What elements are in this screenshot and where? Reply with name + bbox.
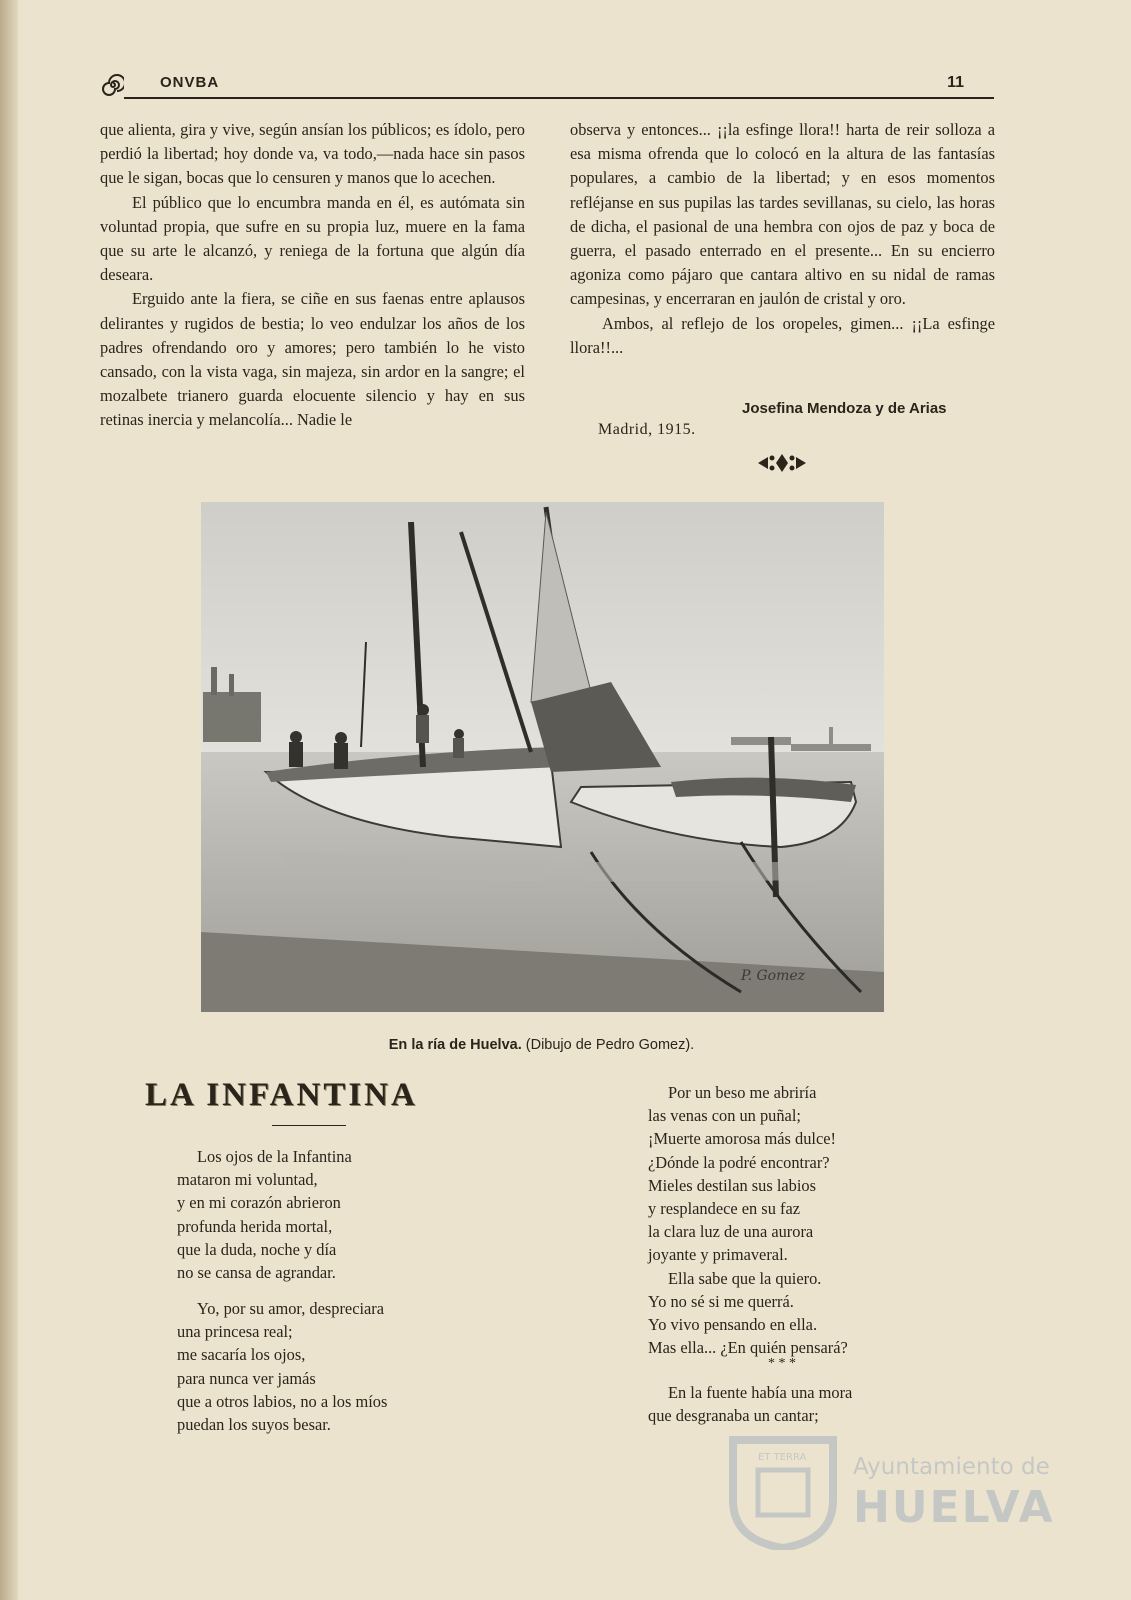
poem-stanza-4: [648, 1381, 852, 1427]
poem-line: las venas con un puñal;: [648, 1106, 801, 1126]
poem-line: En la fuente había una mora: [668, 1383, 853, 1402]
caption-credit: (Dibujo de Pedro Gomez).: [521, 1037, 695, 1053]
page-number: 11: [947, 74, 964, 91]
poem-line: Por un beso me abriría: [668, 1083, 817, 1102]
fleuron-ornament-icon: [758, 452, 806, 474]
poem-line: Yo, por su amor, despreciara: [197, 1299, 385, 1318]
article-paragraph: El público que lo encumbra manda en él, es autómata sin voluntad propia, que sufre en su propia luz, muere en la fama que su arte le alcanzó, y reniega de la fortuna que algún día deseara.: [100, 192, 525, 285]
illustration-caption: [200, 1037, 883, 1053]
spiral-ornament-icon: [102, 74, 124, 96]
poem-line: que a otros labios, no a los míos: [177, 1391, 388, 1411]
page-binding-edge: [0, 0, 18, 1600]
watermark-line1: Ayuntamiento de: [853, 1454, 1050, 1480]
article-paragraph: Ambos, al reflejo de los oropeles, gimen... ¡¡La esfinge llora!!...: [570, 313, 995, 357]
article-right-column: [570, 118, 995, 360]
poem-line: Yo no sé si me querrá.: [648, 1291, 794, 1311]
poem-line: Ella sabe que la quiero.: [668, 1268, 822, 1288]
poem-line: me sacaría los ojos,: [177, 1345, 306, 1365]
article-paragraph: Erguido ante la fiera, se ciñe en sus faenas entre aplausos delirantes y rugidos de bestia; lo veo endulzar los años de los padres ofrendando oro y amores; pero también lo he visto cansado, con la vista vaga, sin majeza, sin ardor en la sangre; el mozalbete trianero guarda elocuente silencio y hay en sus retinas inercia y melancolía... Nadie le: [100, 289, 525, 430]
poem-line: mataron mi voluntad,: [177, 1170, 318, 1190]
poem-line: no se cansa de agrandar.: [177, 1263, 336, 1283]
asterism: * * *: [768, 1356, 796, 1371]
poem-line: y en mi corazón abrieron: [177, 1193, 341, 1213]
article-left-column: [100, 118, 525, 433]
poem-stanza-3: [648, 1081, 848, 1359]
poem-line: para nunca ver jamás: [177, 1368, 316, 1388]
poem-line: Mieles destilan sus labios: [648, 1175, 816, 1195]
page-header: [102, 70, 994, 100]
poem-line: una princesa real;: [177, 1322, 293, 1342]
poem-line: joyante y primaveral.: [648, 1245, 788, 1265]
article-paragraph: observa y entonces... ¡¡la esfinge llora!! harta de reir solloza a esa misma ofrenda que lo colocó en la altura de las fantasías populares, a cambio de la libertad; y en esos momentos refléjanse en sus pupilas las tardes sevillanas, su cielo, las horas de dicha, el pasional de una hembra con ojos de paz y boca de guerra, el pasado enterrado en el presente... En su encierro agoniza como pájaro que cantara altivo en su nidal de ramas campesinas, y encerraran en jaulón de cristal y oro.: [570, 120, 995, 309]
boats-drawing: [201, 502, 884, 1012]
poem-stanza-1: [177, 1145, 352, 1284]
caption-bold: En la ría de Huelva.: [388, 1037, 522, 1053]
magazine-title: ONVBA: [160, 74, 220, 91]
poem-line: que desgranaba un cantar;: [648, 1406, 819, 1426]
boats-illustration: [201, 502, 884, 1012]
poem-line: Los ojos de la Infantina: [197, 1147, 352, 1166]
poem-line: Mas ella... ¿En quién pensará?: [648, 1338, 848, 1358]
article-paragraph: que alienta, gira y vive, según ansían los públicos; es ídolo, pero perdió la libertad; hoy donde va, va todo,—nada hace sin pasos que le sigan, bocas que lo censuren y manos que lo acechen.: [100, 120, 525, 188]
header-rule: [124, 97, 994, 99]
poem-line: ¡Muerte amorosa más dulce!: [648, 1129, 836, 1149]
poem-line: profunda herida mortal,: [177, 1216, 333, 1236]
poem-title: LA INFANTINA: [145, 1077, 418, 1113]
archive-watermark: [718, 1430, 1058, 1550]
huelva-seal-icon: [718, 1430, 848, 1550]
seal-text: ET TERRA: [758, 1452, 807, 1463]
poem-line: que la duda, noche y día: [177, 1239, 337, 1259]
watermark-line2: HUELVA: [853, 1482, 1055, 1533]
poem-line: y resplandece en su faz: [648, 1199, 800, 1219]
poem-stanza-2: [177, 1297, 387, 1436]
article-place-date: Madrid, 1915.: [598, 421, 696, 438]
poem-line: Yo vivo pensando en ella.: [648, 1315, 818, 1335]
poem-line: la clara luz de una aurora: [648, 1222, 814, 1242]
poem-title-rule: [272, 1125, 346, 1126]
article-signature: Josefina Mendoza y de Arias: [742, 400, 947, 417]
poem-line: puedan los suyos besar.: [177, 1415, 331, 1435]
artist-signature: P. Gomez: [741, 968, 806, 984]
poem-line: ¿Dónde la podré encontrar?: [648, 1152, 830, 1172]
